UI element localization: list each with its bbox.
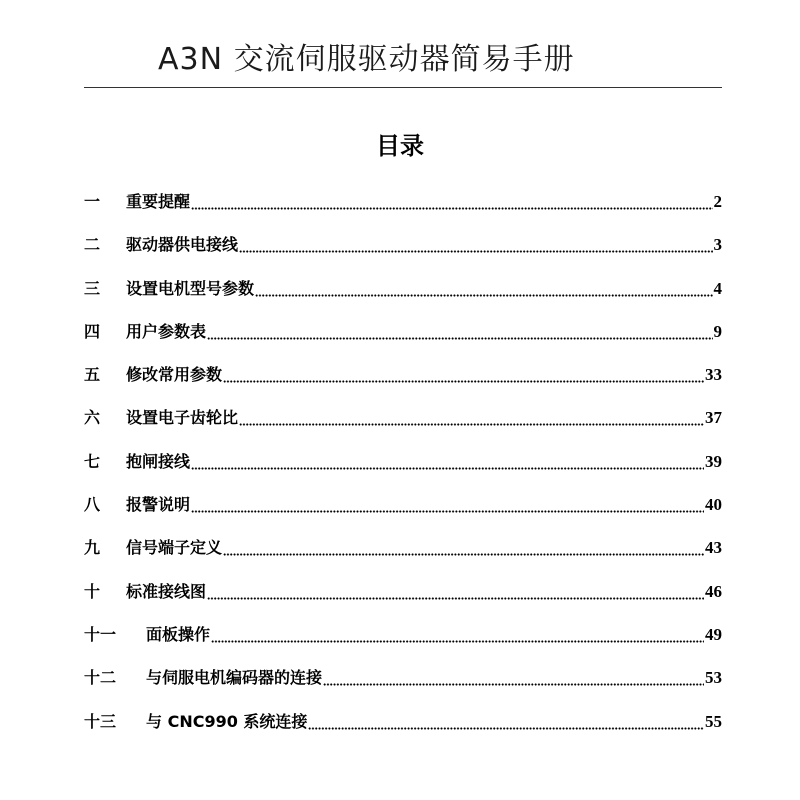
toc-entry-label: 重要提醒 — [126, 192, 191, 211]
toc-entry-page: 33 — [705, 365, 722, 385]
toc-entry-number: 十一 — [84, 624, 117, 644]
toc-entry-number: 六 — [84, 408, 101, 428]
toc-entry-label: 与 CNC990 系统连接 — [146, 711, 308, 731]
toc-entry-page: 3 — [713, 235, 722, 255]
toc-entry-page: 37 — [705, 408, 722, 428]
dot-leader — [223, 363, 704, 387]
toc-entry[interactable] — [84, 623, 722, 666]
toc-entry-number: 三 — [84, 278, 101, 298]
toc-entry-number: 十二 — [84, 668, 117, 688]
table-of-contents — [84, 190, 722, 753]
toc-entry-label: 设置电机型号参数 — [126, 278, 255, 298]
toc-entry-number: 四 — [84, 321, 101, 341]
toc-entry-label: 信号端子定义 — [126, 538, 223, 558]
toc-entry[interactable] — [84, 493, 722, 536]
toc-entry[interactable] — [84, 536, 722, 579]
toc-entry-page: 39 — [705, 451, 722, 471]
dot-leader — [207, 320, 712, 344]
toc-entry[interactable] — [84, 406, 722, 449]
toc-entry[interactable] — [84, 450, 722, 493]
toc-entry-label: 设置电子齿轮比 — [126, 408, 239, 428]
toc-entry-page: 2 — [713, 192, 722, 211]
toc-entry[interactable] — [84, 190, 722, 233]
toc-entry-number: 五 — [84, 365, 101, 385]
toc-entry-number: 八 — [84, 495, 101, 515]
toc-heading: 目录 — [376, 132, 424, 160]
toc-entry-number: 七 — [84, 451, 101, 471]
toc-entry-number: 十 — [84, 581, 101, 601]
toc-entry-label: 修改常用参数 — [126, 365, 223, 385]
toc-entry-page: 49 — [705, 624, 722, 644]
toc-entry[interactable] — [84, 666, 722, 709]
toc-entry-label: 标准接线图 — [126, 581, 207, 601]
toc-entry-number: 一 — [84, 192, 101, 211]
dot-leader — [255, 277, 712, 301]
toc-entry-page: 55 — [705, 711, 722, 731]
dot-leader — [308, 710, 704, 734]
header-divider — [84, 87, 722, 88]
dot-leader — [211, 623, 704, 647]
toc-entry-label: 驱动器供电接线 — [126, 235, 239, 255]
toc-entry-page: 40 — [705, 495, 722, 515]
dot-leader — [191, 450, 704, 474]
dot-leader — [207, 580, 704, 604]
toc-entry-label: 与伺服电机编码器的连接 — [146, 668, 323, 688]
toc-entry-number: 九 — [84, 538, 101, 558]
toc-entry-label: 面板操作 — [146, 624, 211, 644]
dot-leader — [239, 406, 704, 430]
toc-entry[interactable] — [84, 363, 722, 406]
toc-entry[interactable] — [84, 277, 722, 320]
toc-entry[interactable] — [84, 233, 722, 276]
document-header-title: A3N 交流伺服驱动器简易手册 — [158, 42, 575, 77]
toc-entry[interactable] — [84, 580, 722, 623]
dot-leader — [239, 233, 712, 257]
toc-entry-page: 4 — [713, 278, 722, 298]
toc-entry[interactable] — [84, 320, 722, 363]
toc-entry-page: 46 — [705, 581, 722, 601]
dot-leader — [323, 666, 704, 690]
toc-entry-number: 十三 — [84, 711, 117, 731]
toc-entry-label: 抱闸接线 — [126, 451, 191, 471]
dot-leader — [191, 493, 704, 517]
toc-entry-page: 43 — [705, 538, 722, 558]
dot-leader — [223, 536, 704, 560]
dot-leader — [191, 190, 712, 214]
toc-entry[interactable] — [84, 710, 722, 753]
toc-entry-label: 报警说明 — [126, 495, 191, 515]
toc-entry-page: 53 — [705, 668, 722, 688]
toc-entry-label: 用户参数表 — [126, 321, 207, 341]
toc-entry-page: 9 — [713, 321, 722, 341]
toc-entry-number: 二 — [84, 235, 101, 255]
